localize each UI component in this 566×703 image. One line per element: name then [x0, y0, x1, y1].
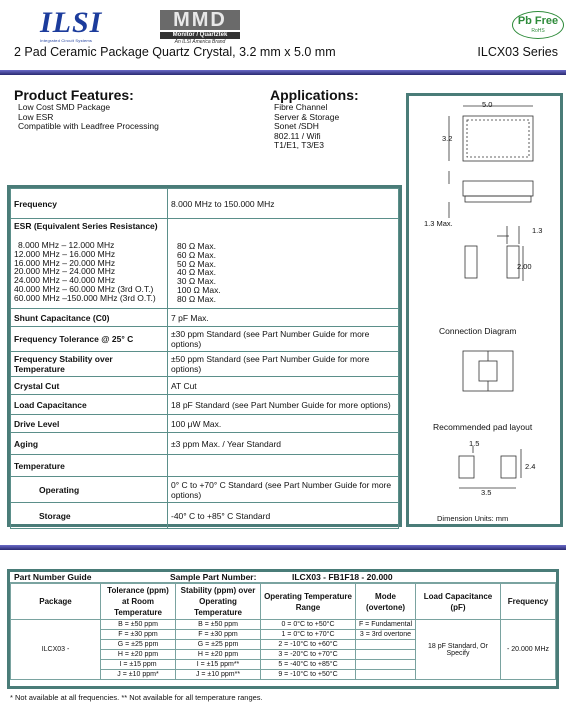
- applications-section: [270, 87, 359, 151]
- mmd-sub: Monitor / Quartztek: [160, 32, 240, 39]
- pn-header: Mode (overtone): [356, 584, 416, 620]
- series-name: ILCX03 Series: [477, 45, 558, 59]
- pad-dim-24: 2.4: [525, 462, 536, 471]
- specifications-table: [7, 185, 402, 527]
- pn-header: Frequency: [501, 584, 556, 620]
- pn-header: Load Capacitance (pF): [416, 584, 501, 620]
- spec-value: ±3 ppm Max. / Year Standard: [168, 433, 399, 455]
- dim-pad-spacing: 2.00: [517, 262, 532, 271]
- pn-cell: F = Fundamental: [356, 620, 416, 630]
- pn-cell: 3 = 3rd overtone: [356, 630, 416, 640]
- application-item: 802.11 / Wifi: [274, 130, 321, 141]
- pn-cell: H = ±20 ppm: [176, 650, 261, 660]
- pn-cell: I = ±15 ppm**: [176, 660, 261, 670]
- esr-value: 100 Ω Max.: [177, 284, 221, 295]
- pn-frequency: - 20.000 MHz: [501, 620, 556, 680]
- pn-package: ILCX03 -: [11, 620, 101, 680]
- feature-item: Low ESR: [18, 111, 54, 122]
- spec-row-esr: [11, 219, 399, 309]
- footnote: * Not available at all frequencies. ** Not available for all temperature ranges.: [10, 693, 263, 702]
- pn-header: Operating Temperature Range: [261, 584, 356, 620]
- pb-free-text: Pb Free: [517, 15, 559, 27]
- dimension-panel: [406, 93, 563, 527]
- esr-range: 20.000 MHz – 24.000 MHz: [14, 266, 116, 277]
- spec-row: [11, 309, 399, 327]
- spec-row: [11, 433, 399, 455]
- esr-range: 40.000 MHz – 60.000 MHz (3rd O.T.): [14, 283, 154, 294]
- spec-value: 18 pF Standard (see Part Number Guide for more options): [168, 395, 399, 415]
- spec-key: Shunt Capacitance (C0): [11, 309, 168, 327]
- spec-key: Temperature: [11, 455, 168, 477]
- pn-cell: F = ±30 ppm: [101, 630, 176, 640]
- pn-header-row: [11, 584, 556, 620]
- spec-row: [11, 327, 399, 352]
- dimension-units: Dimension Units: mm: [437, 514, 509, 523]
- spec-key: Crystal Cut: [11, 377, 168, 395]
- spec-key: Drive Level: [11, 415, 168, 433]
- esr-range: 24.000 MHz – 40.000 MHz: [14, 275, 116, 286]
- dim-pad-width: 1.3: [532, 226, 543, 235]
- spec-key: Load Capacitance: [11, 395, 168, 415]
- pn-guide-title: Part Number Guide: [14, 572, 92, 582]
- spec-row: [11, 395, 399, 415]
- top-divider: [0, 70, 566, 75]
- pn-cell: I = ±15 ppm: [101, 660, 176, 670]
- pad-dim-35: 3.5: [481, 488, 492, 497]
- pn-cell: 9 = -10°C to +50°C: [261, 670, 356, 680]
- esr-value: 40 Ω Max.: [177, 267, 216, 278]
- spec-value: 8.000 MHz to 150.000 MHz: [168, 189, 399, 219]
- pn-cell: J = ±10 ppm**: [176, 670, 261, 680]
- pn-header: Package: [11, 584, 101, 620]
- pn-cell-empty: [356, 640, 416, 650]
- spec-row: [11, 377, 399, 395]
- esr-value: 80 Ω Max.: [177, 293, 216, 304]
- spec-value: -40° C to +85° C Standard: [168, 503, 399, 529]
- pn-cell: B = ±50 ppm: [176, 620, 261, 630]
- esr-heading: ESR (Equivalent Series Resistance): [14, 221, 158, 231]
- pn-cell: G = ±25 ppm: [101, 640, 176, 650]
- part-number-guide: [7, 569, 559, 689]
- pn-cell-empty: [356, 650, 416, 660]
- spec-value: ±30 ppm Standard (see Part Number Guide for more options): [168, 327, 399, 352]
- pn-cell: J = ±10 ppm*: [101, 670, 176, 680]
- dim-width: 5.0: [482, 100, 493, 109]
- spec-key: Aging: [11, 433, 168, 455]
- bottom-divider: [0, 545, 566, 550]
- spec-row: [11, 455, 399, 477]
- ilsi-logo: [40, 8, 135, 44]
- pn-cell-empty: [356, 660, 416, 670]
- pn-sample-value: ILCX03 - FB1F18 - 20.000: [292, 572, 393, 582]
- features-heading: Product Features:: [14, 87, 134, 103]
- feature-item: Low Cost SMD Package: [18, 102, 111, 112]
- dimension-drawing: [409, 96, 560, 524]
- spec-value: 7 pF Max.: [168, 309, 399, 327]
- spec-value: AT Cut: [168, 377, 399, 395]
- esr-range: 16.000 MHz – 20.000 MHz: [14, 257, 116, 268]
- pad-layout-label: Recommended pad layout: [433, 422, 533, 432]
- application-item: Sonet /SDH: [274, 121, 319, 131]
- pn-load: 18 pF Standard, Or Specify: [416, 620, 501, 680]
- spec-row: [11, 352, 399, 377]
- esr-value: 60 Ω Max.: [177, 249, 216, 260]
- ilsi-logo-text: ILSI: [40, 6, 103, 39]
- esr-range: 8.000 MHz – 12.000 MHz: [18, 240, 115, 250]
- esr-value: 80 Ω Max.: [177, 241, 216, 251]
- esr-value: 50 Ω Max.: [177, 258, 216, 269]
- pn-cell: 3 = -20°C to +70°C: [261, 650, 356, 660]
- spec-row: [11, 189, 399, 219]
- spec-value: 100 μW Max.: [168, 415, 399, 433]
- spec-row: [11, 503, 399, 529]
- spec-key: Storage: [11, 503, 168, 529]
- pn-cell: G = ±25 ppm: [176, 640, 261, 650]
- esr-range: 12.000 MHz – 16.000 MHz: [14, 248, 116, 259]
- pb-free-badge: [512, 11, 564, 39]
- pn-cell: H = ±20 ppm: [101, 650, 176, 660]
- dim-height: 3.2: [442, 134, 453, 143]
- application-item: T1/E1, T3/E3: [274, 140, 324, 150]
- pn-cell-empty: [356, 670, 416, 680]
- pn-header: Tolerance (ppm) at Room Temperature: [101, 584, 176, 620]
- pn-row: [11, 620, 556, 630]
- connection-diagram-label: Connection Diagram: [439, 326, 517, 336]
- rohs-text: RoHS: [531, 28, 545, 34]
- mmd-sub2: An ILSI America Brand: [174, 39, 226, 45]
- spec-key: Frequency Stability over Temperature: [11, 352, 168, 377]
- spec-row: [11, 415, 399, 433]
- dim-max-height: 1.3 Max.: [424, 219, 453, 228]
- spec-value-empty: [168, 455, 399, 477]
- spec-key: Frequency: [11, 189, 168, 219]
- pn-cell: 5 = -40°C to +85°C: [261, 660, 356, 670]
- esr-range: 60.000 MHz –150.000 MHz (3rd O.T.): [14, 292, 156, 303]
- pn-cell: B = ±50 ppm: [101, 620, 176, 630]
- pn-header: Stability (ppm) over Operating Temperature: [176, 584, 261, 620]
- applications-heading: Applications:: [270, 87, 359, 103]
- spec-row: [11, 477, 399, 503]
- features-section: [14, 87, 159, 132]
- mmd-logo: [160, 10, 240, 44]
- pad-dim-15: 1.5: [469, 439, 480, 448]
- pn-cell: 2 = -10°C to +60°C: [261, 640, 356, 650]
- spec-key: Frequency Tolerance @ 25° C: [11, 327, 168, 352]
- spec-value: ±50 ppm Standard (see Part Number Guide for more options): [168, 352, 399, 377]
- page-title: 2 Pad Ceramic Package Quartz Crystal, 3.2 mm x 5.0 mm: [14, 45, 336, 59]
- esr-value: 30 Ω Max.: [177, 276, 216, 287]
- application-item: Server & Storage: [274, 111, 340, 122]
- feature-item: Compatible with Leadfree Processing: [18, 121, 159, 131]
- pn-cell: 1 = 0°C to +70°C: [261, 630, 356, 640]
- mmd-logo-text: MMD: [160, 10, 240, 30]
- pn-cell: 0 = 0°C to +50°C: [261, 620, 356, 630]
- pn-cell: F = ±30 ppm: [176, 630, 261, 640]
- spec-key: Operating: [11, 477, 168, 503]
- pn-sample-label: Sample Part Number:: [170, 572, 257, 582]
- application-item: Fibre Channel: [274, 102, 328, 112]
- spec-value: 0° C to +70° C Standard (see Part Number Guide for more options): [168, 477, 399, 503]
- ilsi-tagline: Integrated Circuit Systems: [40, 38, 93, 43]
